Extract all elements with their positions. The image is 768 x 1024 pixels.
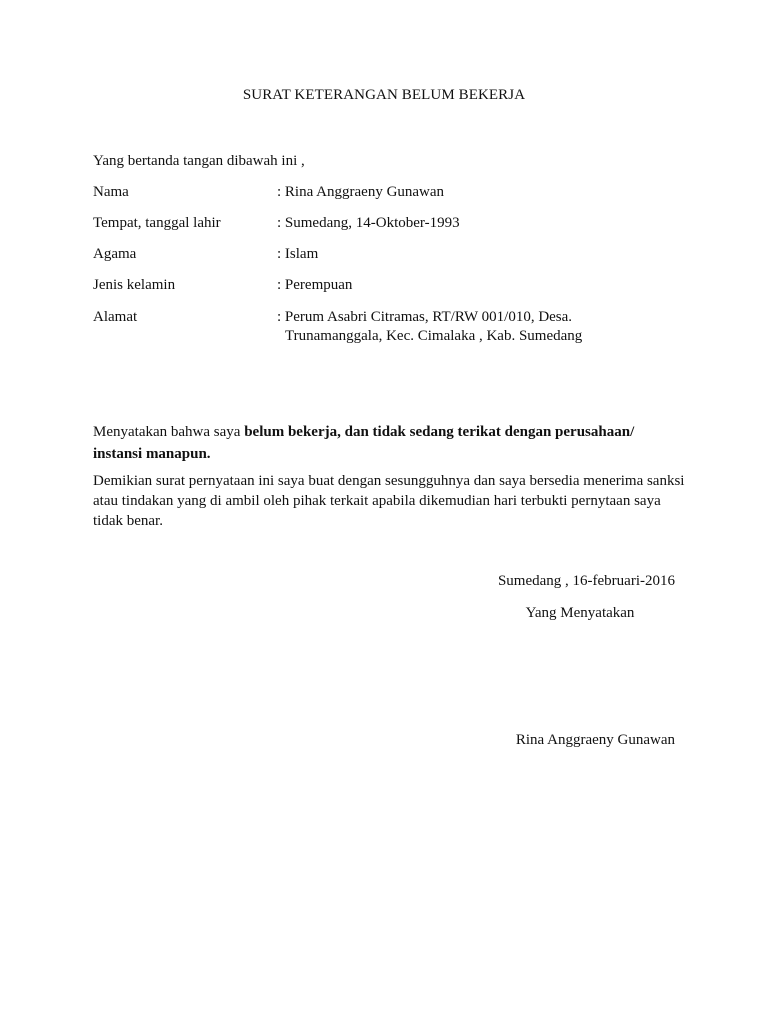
field-label-jenis-kelamin: Jenis kelamin — [93, 277, 176, 293]
place-date: Sumedang , 16-februari-2016 — [497, 573, 675, 589]
statement-bold: belum bekerja, dan tidak sedang terikat dengan perusahaan/ instansi manapun. — [93, 424, 635, 462]
field-label-ttl: Tempat, tanggal lahir — [93, 215, 221, 231]
field-value-agama: : Islam — [277, 246, 319, 262]
field-value-ttl: : Sumedang, 14-Oktober-1993 — [277, 215, 460, 231]
field-value-alamat: : Perum Asabri Citramas, RT/RW 001/010, Desa. — [277, 309, 573, 325]
field-label-nama: Nama — [93, 184, 129, 200]
field-value-alamat-line2: Trunamanggala, Kec. Cimalaka , Kab. Sumedang — [285, 328, 583, 344]
field-label-alamat: Alamat — [93, 309, 138, 325]
signer-label: Yang Menyatakan — [525, 605, 635, 621]
document-title: SURAT KETERANGAN BELUM BEKERJA — [242, 87, 526, 103]
field-value-jenis-kelamin: : Perempuan — [277, 277, 353, 293]
closing-paragraph: Demikian surat pernyataan ini saya buat dengan sesungguhnya dan saya bersedia menerima sanksi atau tindakan yang di ambil oleh pihak terkait apabila dikemudian hari terbukti pernytaan saya tidak benar. — [93, 473, 685, 529]
signer-name: Rina Anggraeny Gunawan — [515, 732, 675, 748]
statement-prefix: Menyatakan bahwa saya — [93, 424, 245, 440]
field-value-nama: : Rina Anggraeny Gunawan — [277, 184, 445, 200]
field-label-agama: Agama — [93, 246, 137, 262]
intro-text: Yang bertanda tangan dibawah ini , — [93, 153, 305, 169]
statement-paragraph — [93, 421, 683, 465]
